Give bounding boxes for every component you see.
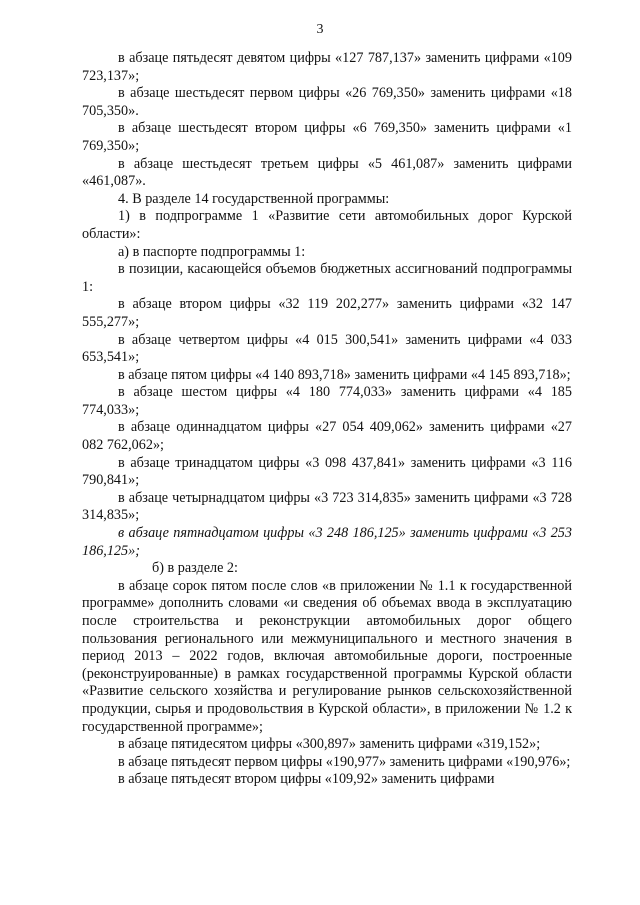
paragraph: в абзаце шестьдесят втором цифры «6 769,350» заменить цифрами «1 769,350»;	[82, 120, 572, 154]
paragraph: в абзаце шестьдесят третьем цифры «5 461,087» заменить цифрами «461,087».	[82, 155, 572, 190]
paragraph: в абзаце четвертом цифры «4 015 300,541» заменить цифрами «4 033 653,541»;	[82, 331, 572, 366]
paragraph: в абзаце четырнадцатом цифры «3 723 314,835» заменить цифрами «3 728 314,835»;	[82, 489, 572, 524]
paragraph: в абзаце шестьдесят первом цифры «26 769,350» заменить цифрами «18 705,350».	[82, 85, 572, 119]
paragraph: 4. В разделе 14 государственной программы:	[118, 190, 390, 207]
paragraph: в абзаце одиннадцатом цифры «27 054 409,062» заменить цифрами «27 082 762,062»;	[82, 419, 572, 454]
paragraph: в абзаце тринадцатом цифры «3 098 437,841» заменить цифрами «3 116 790,841»;	[82, 454, 572, 489]
paragraph: в абзаце втором цифры «32 119 202,277» заменить цифрами «32 147 555,277»;	[82, 296, 572, 330]
document-body	[82, 50, 572, 789]
paragraph: 1) в подпрограмме 1 «Развитие сети автомобильных дорог Курской области»:	[82, 208, 572, 242]
page-number: 3	[316, 22, 324, 37]
paragraph: в абзаце пятьдесят девятом цифры «127 787,137» заменить цифрами «109 723,137»;	[82, 50, 572, 84]
paragraph: а) в паспорте подпрограммы 1:	[118, 243, 306, 260]
paragraph: в абзаце шестом цифры «4 180 774,033» заменить цифрами «4 185 774,033»;	[82, 384, 572, 418]
paragraph: в абзаце пятьдесят первом цифры «190,977» заменить цифрами «190,976»;	[118, 753, 571, 770]
paragraph: в абзаце сорок пятом после слов «в приложении № 1.1 к государственной программе» дополнить словами «и сведения об объемах ввода в эксплуатацию после строительства и реконструкции автомобильных дорог общего пользования регионального или межмуниципального и местного значения в период 2013 – 2022 годов, включая автомобильные дороги, построенные (реконструированные) в рамках государственной программы Курской области «Развитие сельского хозяйства и регулирование рынков сельскохозяйственной продукции, сырья и продовольствия в Курской области», в приложении № 1.2 к государственной программе»;	[82, 577, 572, 735]
paragraph: б) в разделе 2:	[152, 560, 238, 577]
paragraph: в абзаце пятнадцатом цифры «3 248 186,125» заменить цифрами «3 253 186,125»;	[82, 525, 572, 559]
paragraph: в абзаце пятом цифры «4 140 893,718» заменить цифрами «4 145 893,718»;	[118, 366, 571, 383]
paragraph: в позиции, касающейся объемов бюджетных ассигнований подпрограммы 1:	[82, 261, 572, 295]
paragraph: в абзаце пятьдесят втором цифры «109,92» заменить цифрами	[118, 771, 495, 788]
paragraph: в абзаце пятидесятом цифры «300,897» заменить цифрами «319,152»;	[118, 736, 541, 753]
